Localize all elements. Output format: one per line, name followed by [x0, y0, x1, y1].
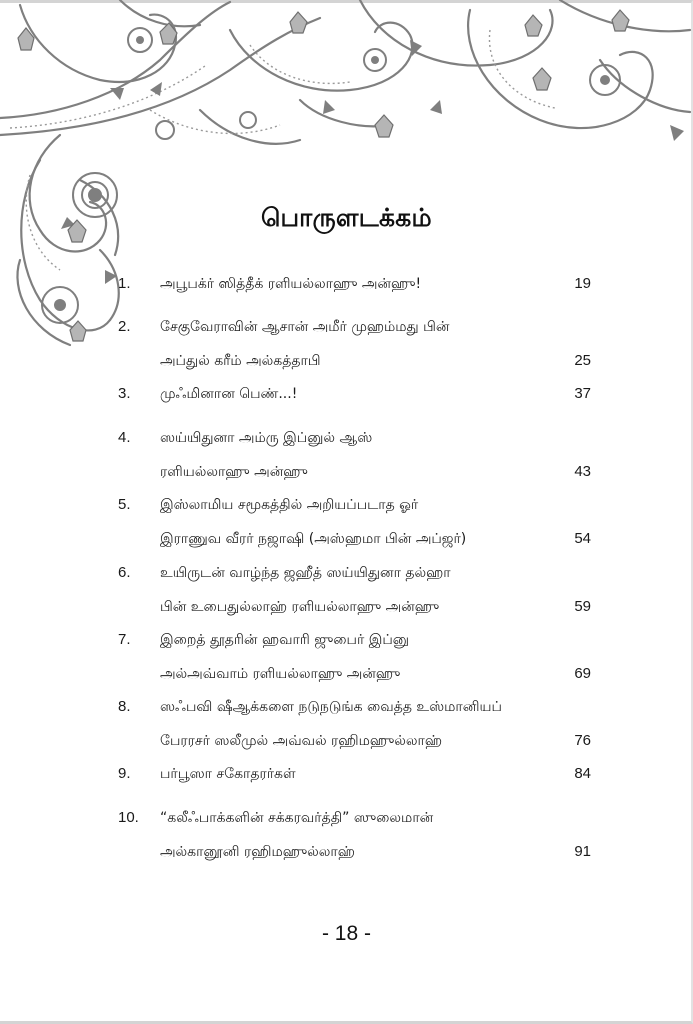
entry-title-line: ஸஃபவி ஷீஆக்களை நடுநடுங்க வைத்த உஸ்மானியப்	[160, 699, 502, 715]
entry-number: 4.	[118, 429, 131, 446]
entry-number: 5.	[118, 496, 131, 513]
entry-title	[160, 695, 560, 753]
entry-number: 2.	[118, 318, 131, 335]
entry-title-line: பர்பூஸா சகோதரர்கள்	[160, 766, 296, 782]
entry-number: 7.	[118, 631, 131, 648]
entry-title-line: அல்அவ்வாம் ரளியல்லாஹு அன்ஹு	[160, 666, 401, 682]
entry-title	[160, 382, 560, 406]
entry-page-number: 76	[574, 732, 591, 749]
entry-title-line: முஃமினான பெண்...!	[160, 386, 298, 402]
entry-title-line: பேரரசர் ஸலீமுல் அவ்வல் ரஹிமஹுல்லாஹ்	[160, 733, 443, 749]
entry-title	[160, 628, 560, 686]
entry-title-line: உயிருடன் வாழ்ந்த ஜஹீத் ஸய்யிதுனா தல்ஹா	[160, 565, 451, 581]
entry-number: 8.	[118, 698, 131, 715]
entry-title	[160, 272, 560, 296]
entry-page-number: 91	[574, 843, 591, 860]
entry-title	[160, 493, 560, 551]
entry-title-line: அபூபக்ர் ஸித்தீக் ரளியல்லாஹு அன்ஹு!	[160, 276, 422, 292]
entry-page-number: 59	[574, 598, 591, 615]
entry-number: 10.	[118, 809, 139, 826]
entry-title-line: சேகுவேராவின் ஆசான் அமீர் முஹம்மது பின்	[160, 319, 450, 335]
entry-page-number: 37	[574, 385, 591, 402]
entry-title-line: இறைத் தூதரின் ஹவாரி ஜுபைர் இப்னு	[160, 632, 409, 648]
entry-title-line: ரளியல்லாஹு அன்ஹு	[160, 464, 308, 480]
entry-title-line: இஸ்லாமிய சமூகத்தில் அறியப்படாத ஓர்	[160, 497, 419, 513]
entry-title-line: அப்துல் கரீம் அல்கத்தாபி	[160, 353, 321, 369]
entry-number: 9.	[118, 765, 131, 782]
entry-title	[160, 315, 560, 373]
entry-page-number: 84	[574, 765, 591, 782]
page-number-footer: - 18 -	[321, 922, 371, 945]
entry-number: 1.	[118, 275, 131, 292]
entry-title	[160, 762, 560, 786]
entry-number: 6.	[118, 564, 131, 581]
entry-title	[160, 426, 560, 484]
entry-page-number: 25	[574, 352, 591, 369]
entry-page-number: 43	[574, 463, 591, 480]
entry-title-line: ஸய்யிதுனா அம்ரு இப்னுல் ஆஸ்	[160, 430, 373, 446]
entry-title-line: “கலீஃபாக்களின் சக்கரவர்த்தி” ஸுலைமான்	[160, 810, 434, 826]
entry-title	[160, 806, 560, 864]
entry-title-line: அல்கானூனி ரஹிமஹுல்லாஹ்	[160, 844, 355, 860]
entry-number: 3.	[118, 385, 131, 402]
entry-title-line: இராணுவ வீரர் நஜாஷி (அஸ்ஹமா பின் அப்ஜர்)	[160, 531, 467, 547]
entry-title	[160, 561, 560, 619]
entry-title-line: பின் உபைதுல்லாஹ் ரளியல்லாஹு அன்ஹு	[160, 599, 440, 615]
page-title: பொருளடக்கம்	[261, 203, 432, 232]
entry-page-number: 69	[574, 665, 591, 682]
entry-page-number: 54	[574, 530, 591, 547]
entry-page-number: 19	[574, 275, 591, 292]
